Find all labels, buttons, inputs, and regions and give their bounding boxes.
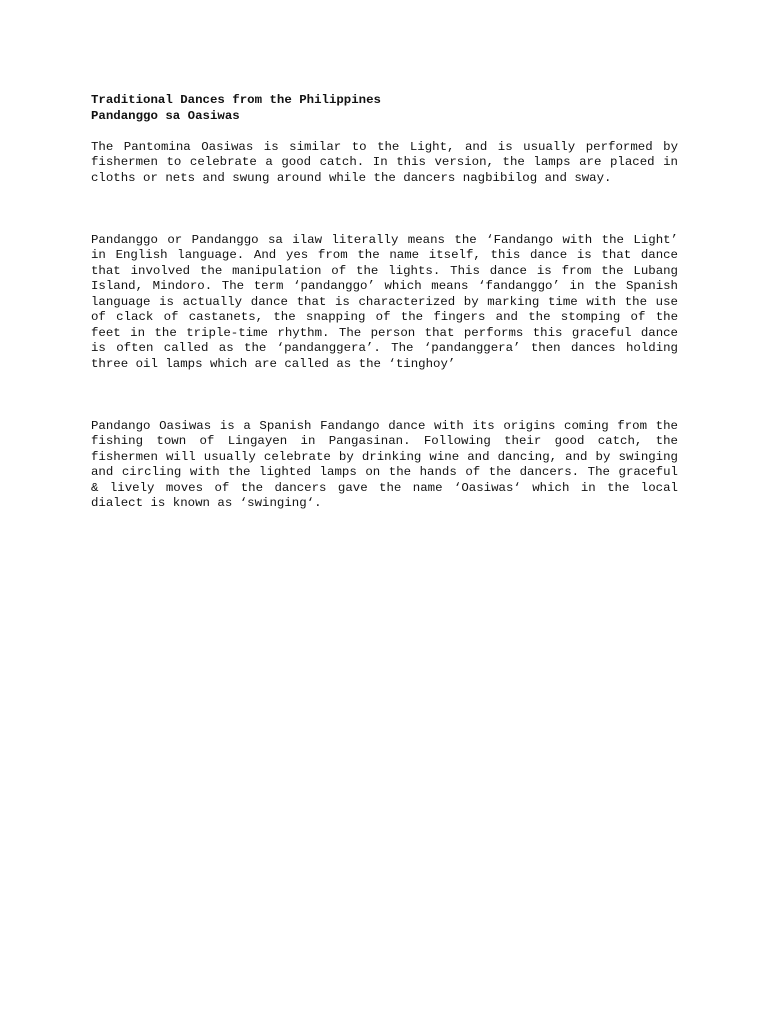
document-subtitle: Pandanggo sa Oasiwas bbox=[91, 108, 240, 123]
paragraph-pandanggo-sa-ilaw: Pandanggo or Pandanggo sa ilaw literally means the ‘Fandango with the Light’ in English language. And yes from the name itself, this dance is that dance that involved the manipulation of the lights. This dance is from the Lubang Island, Mindoro. The term ‘pandanggo’ which means ‘fandanggo’ in the Spanish language is actually dance that is characterized by marking time with the use of clack of castanets, the snapping of the fingers and the stomping of the feet in the triple-time rhythm. The person that performs this graceful dance is often called as the ‘pandanggera’. The ‘pandanggera’ then dances holding three oil lamps which are called as the ‘tinghoy’ bbox=[91, 232, 678, 371]
document-title: Traditional Dances from the Philippines bbox=[91, 93, 381, 107]
document-body bbox=[91, 93, 678, 512]
paragraph-pantomina-oasiwas: The Pantomina Oasiwas is similar to the Light, and is usually performed by fishermen to celebrate a good catch. In this version, the lamps are placed in cloths or nets and swung around while the dancers nagbibilog and sway. bbox=[91, 139, 678, 185]
paragraph-pandango-oasiwas: Pandango Oasiwas is a Spanish Fandango dance with its origins coming from the fishing town of Lingayen in Pangasinan. Following their good catch, the fishermen will usually celebrate by drinking wine and dancing, and by swinging and circling with the lighted lamps on the hands of the dancers. The graceful & lively moves of the dancers gave the name ‘Oasiwas‘ which in the local dialect is known as ‘swinging‘. bbox=[91, 418, 678, 510]
